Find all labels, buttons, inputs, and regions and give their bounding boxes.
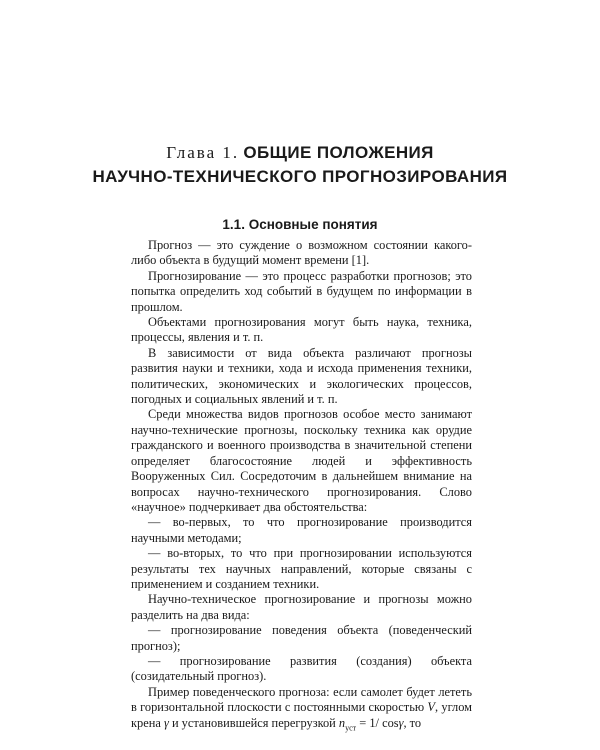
- chapter-heading: [0, 141, 600, 189]
- example-text-c: и установившейся перегрузкой: [168, 715, 339, 730]
- example-text-a: Пример поведенческого прогноза: если самолет будет лететь в горизонтальной плоскости с постоянными скоростью: [131, 684, 472, 715]
- paragraph-two-kinds: Научно-техническое прогнозирование и прогнозы можно разделить на два вида:: [131, 592, 472, 622]
- paragraph-forecast-objects: Объектами прогнозирования могут быть наука, техника, процессы, явления и т. п.: [131, 315, 472, 345]
- math-var-gamma-2: γ: [398, 715, 404, 730]
- paragraph-scientific-technical: Среди множества видов прогнозов особое место занимают научно-технические прогнозы, поскольку техника как орудие гражданского и военного производства в значительной степени определяет благосостояние людей и эффективность Вооруженных Сил. Сосредоточим в дальнейшем внимание на вопросах научно-технического прогнозирования. Слово «научное» подчеркивает два обстоятельства:: [131, 407, 472, 514]
- paragraph-creative-forecast: — прогнозирование развития (создания) объекта (созидательный прогноз).: [131, 653, 472, 684]
- math-formula-rest: = 1/ cos: [356, 715, 399, 730]
- math-var-gamma: γ: [163, 715, 169, 730]
- example-text-b: , углом крена: [131, 700, 473, 730]
- chapter-label: Глава 1.: [166, 143, 240, 162]
- math-subscript-ust: уст: [345, 723, 357, 733]
- math-var-n: n: [338, 715, 346, 730]
- math-var-v: V: [427, 700, 435, 715]
- paragraph-first-point: — во-первых, то что прогнозирование производится научными методами;: [131, 515, 472, 545]
- section-title: 1.1. Основные понятия: [222, 217, 378, 232]
- paragraph-example: [131, 685, 472, 736]
- paragraph-forecast-definition: Прогноз — это суждение о возможном состоянии какого-либо объекта в будущий момент времени [1].: [131, 238, 472, 268]
- paragraph-second-point: — во-вторых, то что при прогнозировании используются результаты тех научных направлений, которые связаны с применением и созданием техники.: [131, 546, 472, 591]
- paragraph-forecast-types: В зависимости от вида объекта различают прогнозы развития науки и техники, хода и исхода применения техники, политических, экономических и экологических процессов, погодных и социальных явлений и т. п.: [131, 345, 472, 407]
- chapter-title-line-1: ОБЩИЕ ПОЛОЖЕНИЯ: [243, 143, 434, 162]
- chapter-heading-line-1: [0, 141, 600, 165]
- example-text-d: , то: [403, 715, 422, 730]
- paragraph-behavioral-forecast: — прогнозирование поведения объекта (поведенческий прогноз);: [131, 623, 472, 653]
- chapter-title-line-2: НАУЧНО-ТЕХНИЧЕСКОГО ПРОГНОЗИРОВАНИЯ: [92, 167, 508, 186]
- paragraph-forecasting-definition: Прогнозирование — это процесс разработки прогнозов; это попытка определить ход событий в будущем по информации в прошлом.: [131, 268, 472, 314]
- body-text: [131, 238, 472, 735]
